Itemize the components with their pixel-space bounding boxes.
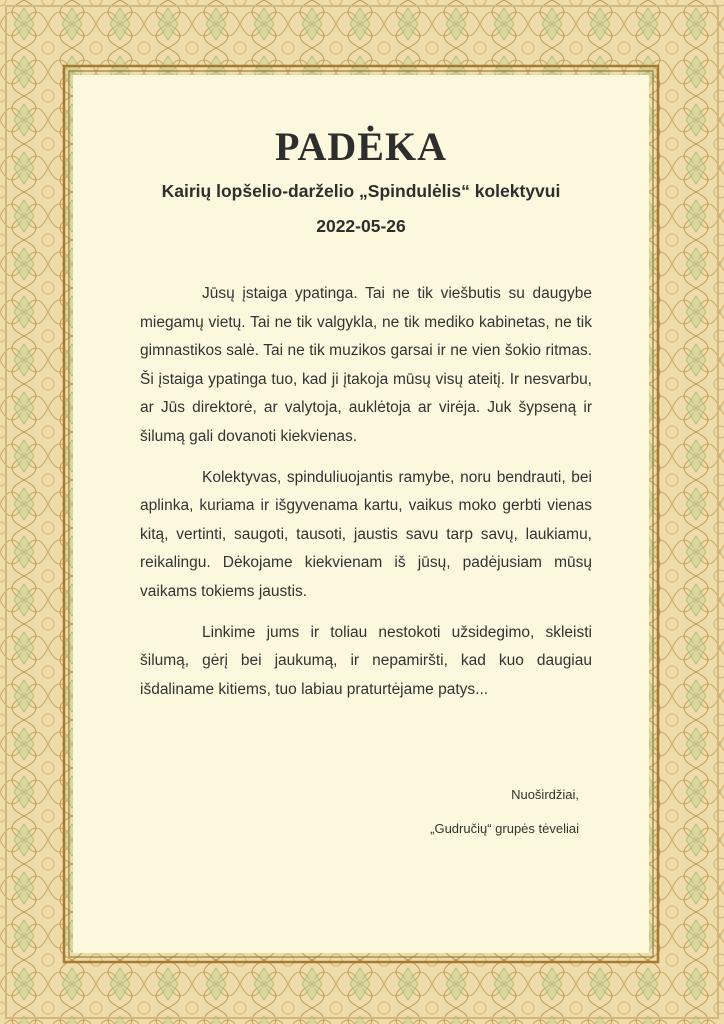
signature-text: „Gudručių“ grupės tėveliai xyxy=(430,821,579,836)
certificate-content xyxy=(73,75,649,953)
message-paragraph: Jūsų įstaiga ypatinga. Tai ne tik viešbutis su daugybe miegamų vietų. Tai ne tik valgykla, ne tik mediko kabinetas, ne tik gimnastikos salė. Tai ne tik muzikos garsai ir ne vien šokio ritmas. Ši įstaiga ypatinga tuo, kad ji įtakoja mūsų visų ateitį. Ir nesvarbu, ar Jūs direktorė, ar valytoja, auklėtoja ar virėja. Juk šypseną ir šilumą gali dovanoti kiekvienas. xyxy=(140,285,592,445)
message-body xyxy=(140,280,592,716)
certificate-title: PADĖKA xyxy=(275,124,447,169)
message-paragraph: Linkime jums ir toliau nestokoti užsidegimo, skleisti šilumą, gėrį bei jaukumą, ir nepamiršti, kad kuo daugiau išdaliname kitiems, tuo labiau praturtėjame patys... xyxy=(140,623,592,698)
recipient-line: Kairių lopšelio-darželio „Spindulėlis“ kolektyvui xyxy=(161,181,561,201)
signature-block xyxy=(373,783,579,851)
closing-phrase: Nuoširdžiai, xyxy=(511,787,579,802)
certificate-date: 2022-05-26 xyxy=(316,216,406,236)
message-paragraph: Kolektyvas, spinduliuojantis ramybe, noru bendrauti, bei aplinka, kuriama ir išgyvenama kartu, vaikus moko gerbti vienas kitą, vertinti, saugoti, tausoti, jaustis savu tarp savų, laukiamu, reikalingu. Dėkojame kiekvienam iš jūsų, padėjusiam mūsų vaikams tokiems jaustis. xyxy=(140,468,592,600)
